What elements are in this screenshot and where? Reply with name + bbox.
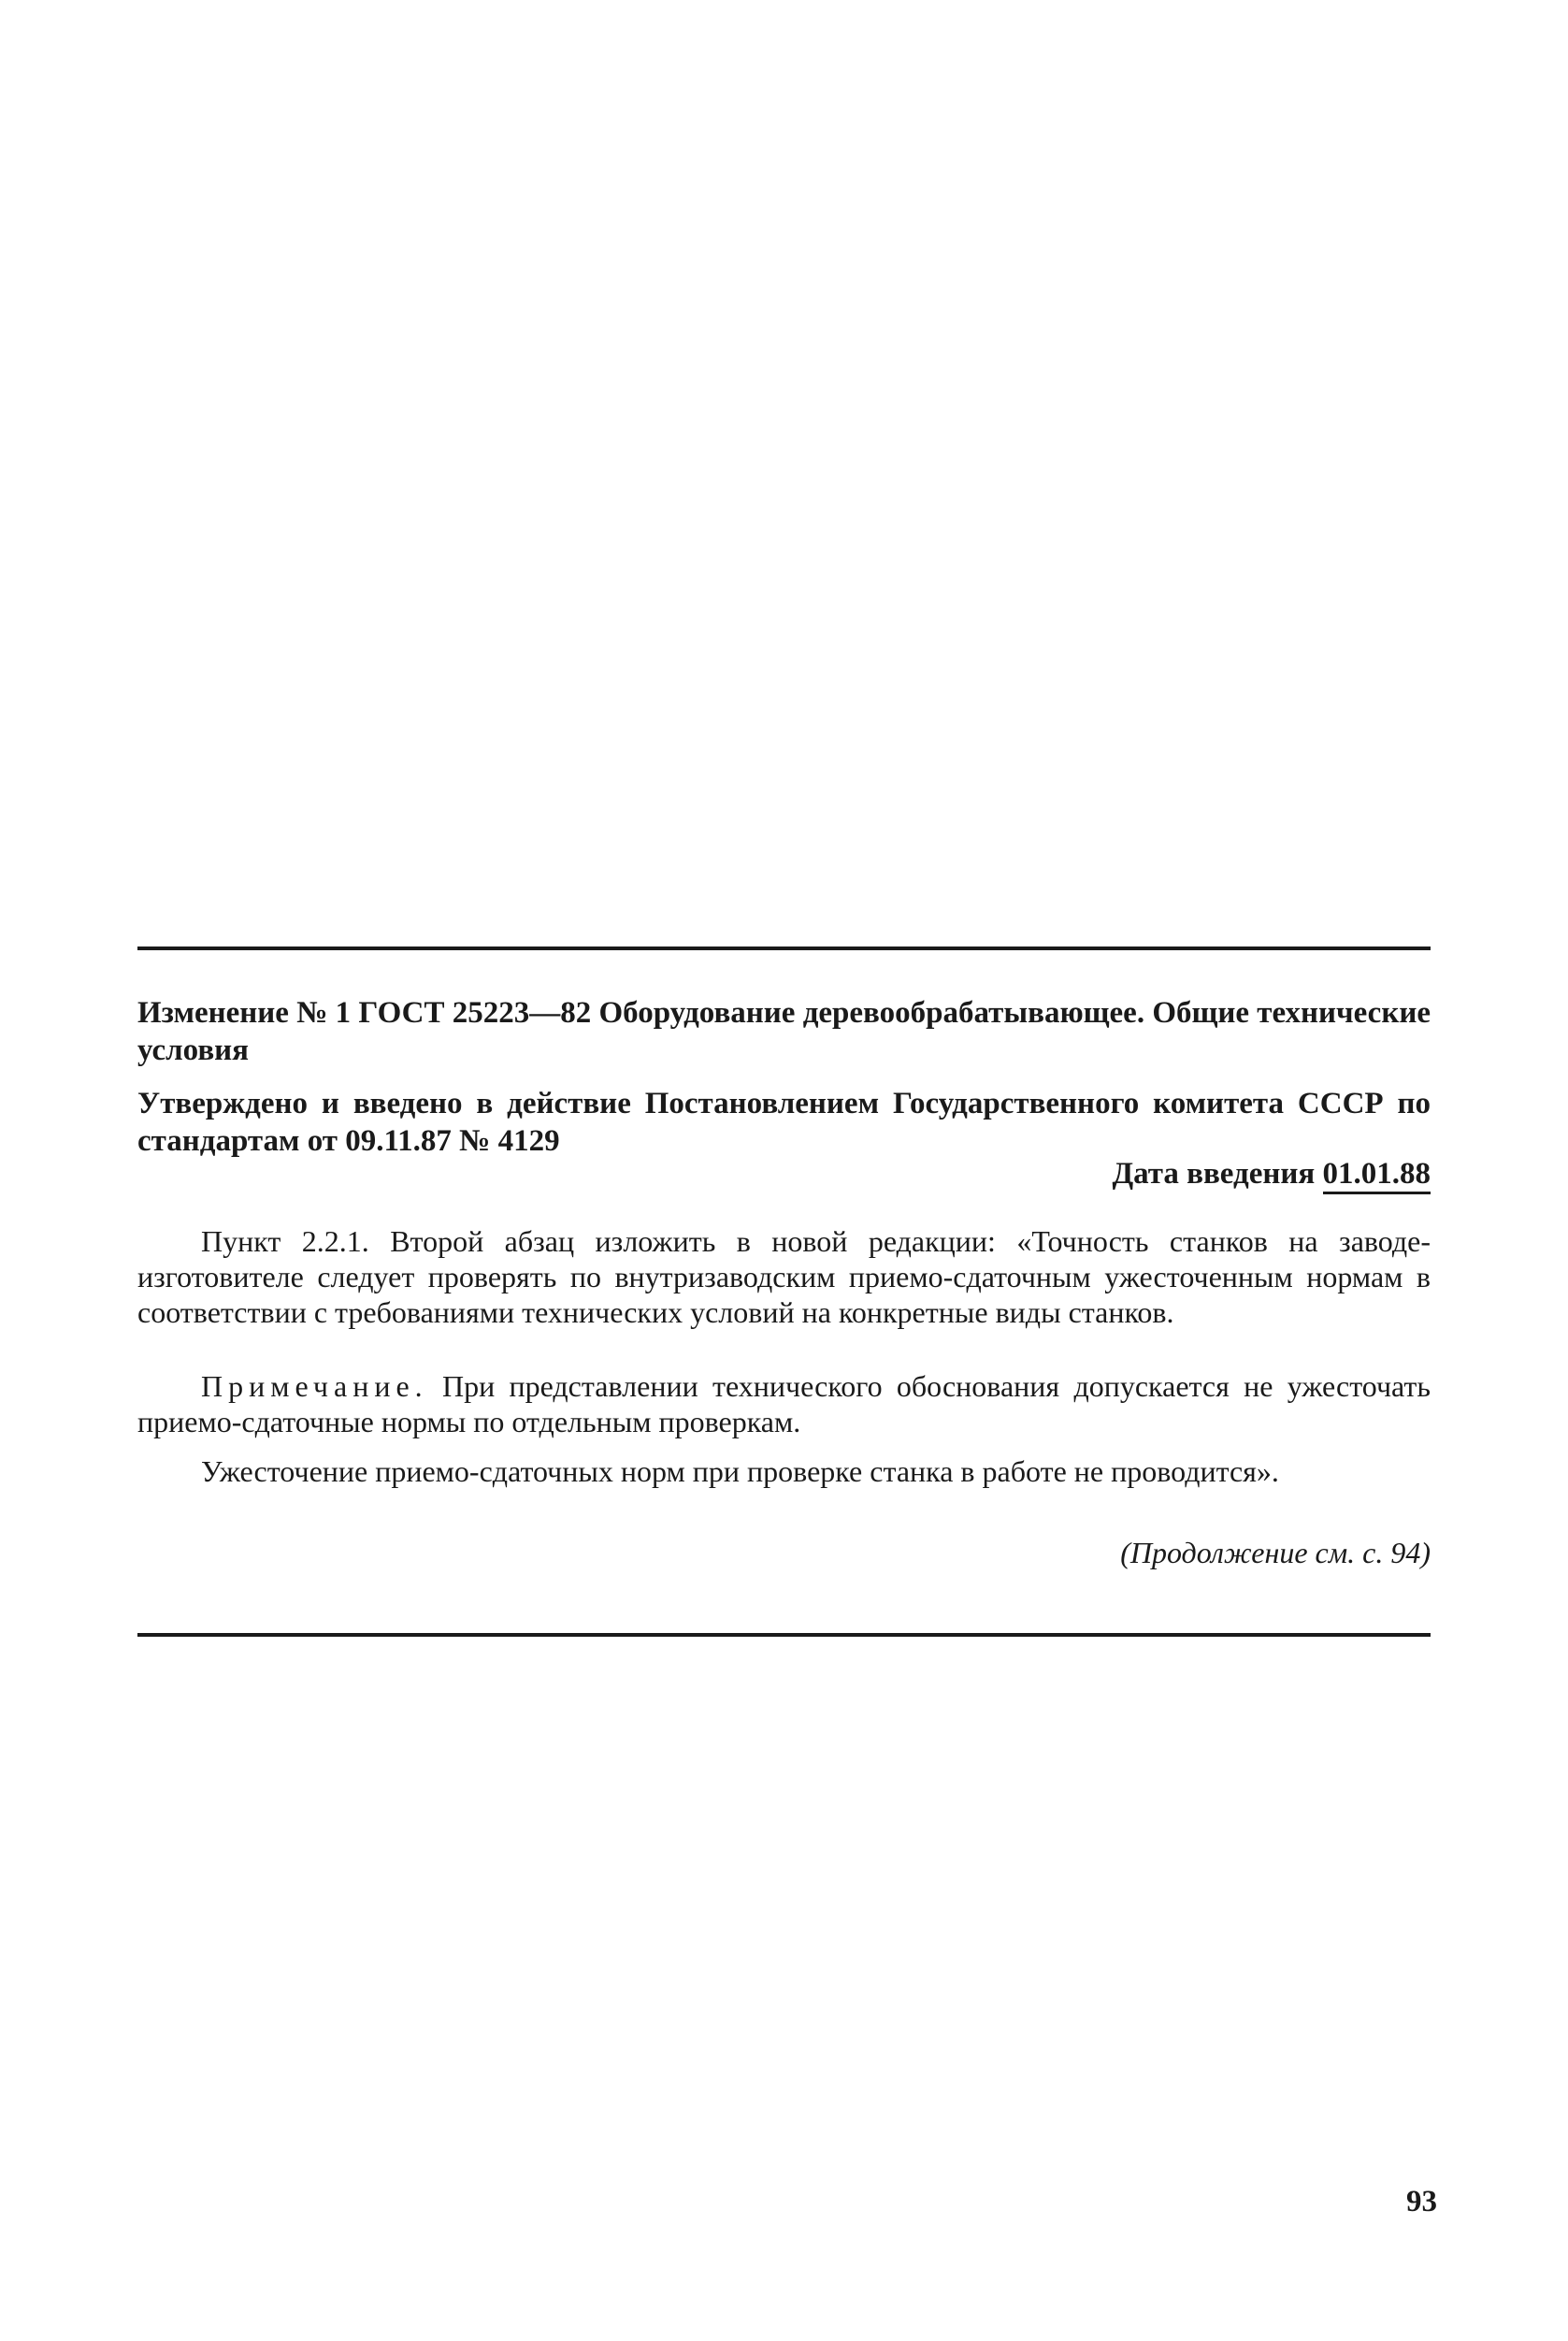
page-number: 93 <box>1406 2185 1437 2218</box>
paragraph-tightening: Ужесточение приемо-сдаточных норм при проверке станка в работе не проводится». <box>201 1454 1279 1488</box>
continuation-note: (Продолжение см. с. 94) <box>1120 1536 1431 1569</box>
note-label: Примечание. <box>201 1369 428 1403</box>
effective-date-label: Дата введения <box>1112 1157 1316 1191</box>
amendment-title: Изменение № 1 ГОСТ 25223—82 Оборудование деревообрабатывающее. Общие технические условия <box>137 996 1431 1067</box>
top-rule <box>137 947 1431 950</box>
note-paragraph <box>137 1368 1431 1439</box>
paragraph-clause-2-2-1: Пункт 2.2.1. Второй абзац изложить в новой редакции: «Точность станков на заводе-изготовителе следует проверять по внутризаводским приемо-сдаточным ужесточенным нормам в соответствии с требованиями технических условий на конкретные виды станков. <box>137 1224 1431 1329</box>
effective-date-value: 01.01.88 <box>1323 1157 1431 1194</box>
bottom-rule <box>137 1633 1431 1637</box>
approval-statement: Утверждено и введено в действие Постановлением Государственного комитета СССР по стандартам от 09.11.87 № 4129 <box>137 1087 1431 1158</box>
effective-date <box>1112 1155 1431 1192</box>
note-text: При представлении технического обоснования допускается не ужесточать приемо-сдаточные нормы по отдельным проверкам. <box>137 1369 1431 1438</box>
